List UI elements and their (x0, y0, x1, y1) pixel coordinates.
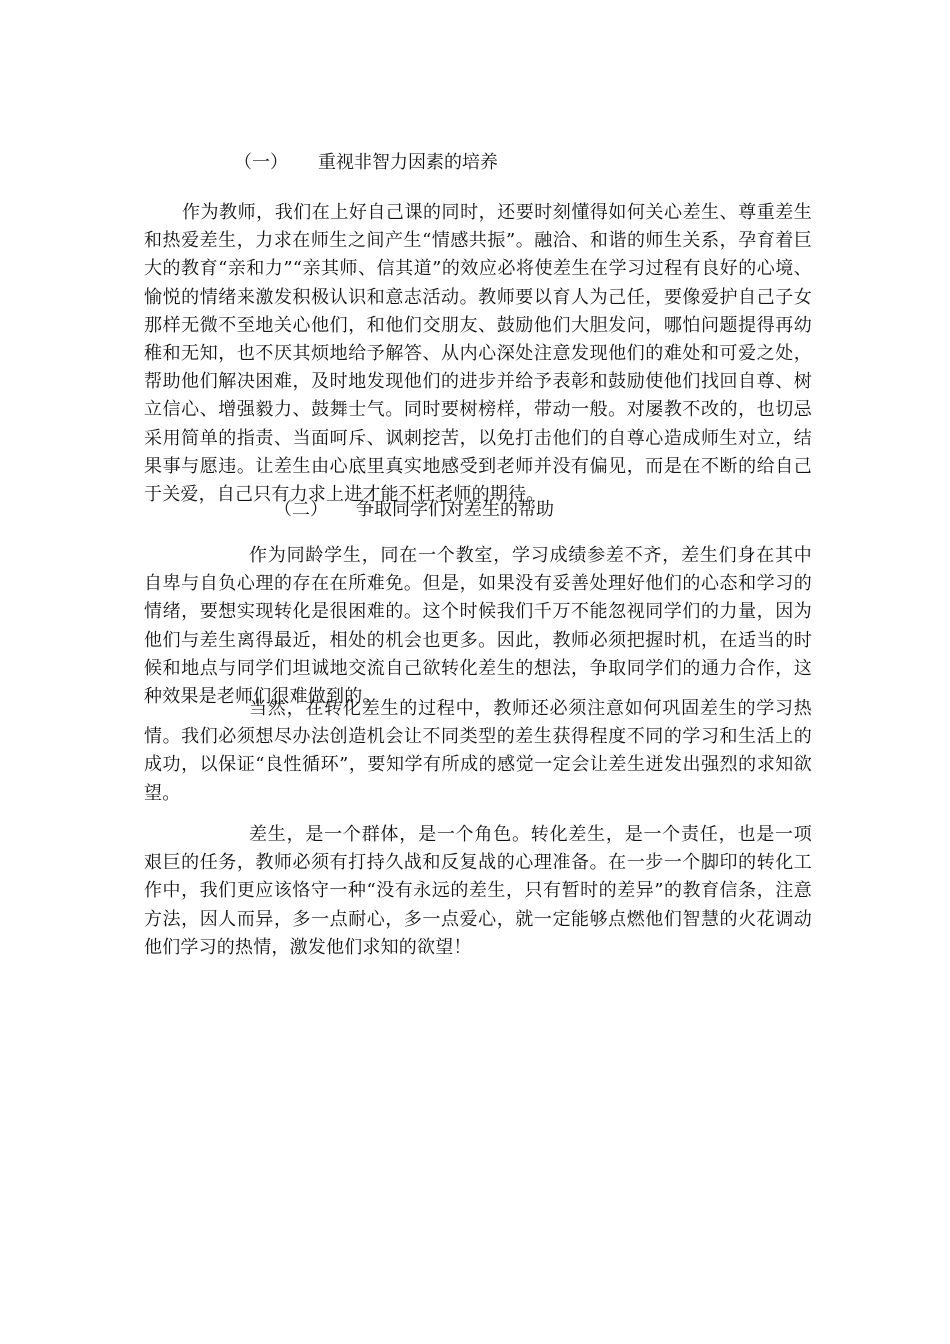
section-2-paragraph-1: 作为同龄学生，同在一个教室，学习成绩参差不齐，差生们身在其中自卑与自负心理的存在在所难免。但是，如果没有妥善处理好他们的心态和学习的情绪，要想实现转化是很困难的。这个时候我们千万不能忽视同学们的力量，因为他们与差生离得最近，相处的机会也更多。因此，教师必须把握时机，在适当的时候和地点与同学们坦诚地交流自己欲转化差生的想法，争取同学们的通力合作，这种效果是老师们很难做到的。 (144, 545, 812, 708)
section-1-paragraph: 作为教师，我们在上好自己课的同时，还要时刻懂得如何关心差生、尊重差生和热爱差生，力求在师生之间产生“情感共振”。融洽、和谐的师生关系，孕育着巨大的教育“亲和力”“亲其师、信其道”的效应必将使差生在学习过程有良好的心境、愉悦的情绪来激发积极认识和意志活动。教师要以育人为己任，要像爱护自己子女那样无微不至地关心他们，和他们交朋友、鼓励他们大胆发问，哪怕问题提得再幼稚和无知，也不厌其烦地给予解答、从内心深处注意发现他们的难处和可爱之处，帮助他们解决困难，及时地发现他们的进步并给予表彰和鼓励使他们找回自尊、树立信心、增强毅力、鼓舞士气。同时要树榜样，带动一般。对屡教不改的，也切忌采用简单的指责、当面呵斥、讽刺挖苦，以免打击他们的自尊心造成师生对立，结果事与愿违。让差生由心底里真实地感受到老师并没有偏见，而是在不断的给自己于关爱，自己只有力求上进才能不枉老师的期待。 (144, 202, 812, 506)
section-title-1: 重视非智力因素的培养 (318, 152, 498, 173)
conclusion-paragraph: 差生，是一个群体，是一个角色。转化差生，是一个责任，也是一项艰巨的任务，教师必须有打持久战和反复战的心理准备。在一步一个脚印的转化工作中，我们更应该恪守一种“没有永远的差生，只有暂时的差异”的教育信条，注意方法，因人而异，多一点耐心，多一点爱心，就一定能够点燃他们智慧的火花调动他们学习的热情，激发他们求知的欲望！ (144, 824, 812, 958)
section-title-2: 争取同学们对差生的帮助 (356, 499, 554, 520)
section-heading-2 (274, 497, 554, 523)
section-heading-1 (234, 150, 498, 176)
section-2-paragraph-2: 当然，在转化差生的过程中，教师还必须注意如何巩固差生的学习热情。我们必须想尽办法创造机会让不同类型的差生获得程度不同的学习和生活上的成功，以保证“良性循环”，要知学有所成的感觉一定会让差生迸发出强烈的求知欲望。 (144, 698, 812, 804)
section-number-1: （一） (234, 152, 288, 173)
section-number-2: （二） (274, 499, 328, 520)
